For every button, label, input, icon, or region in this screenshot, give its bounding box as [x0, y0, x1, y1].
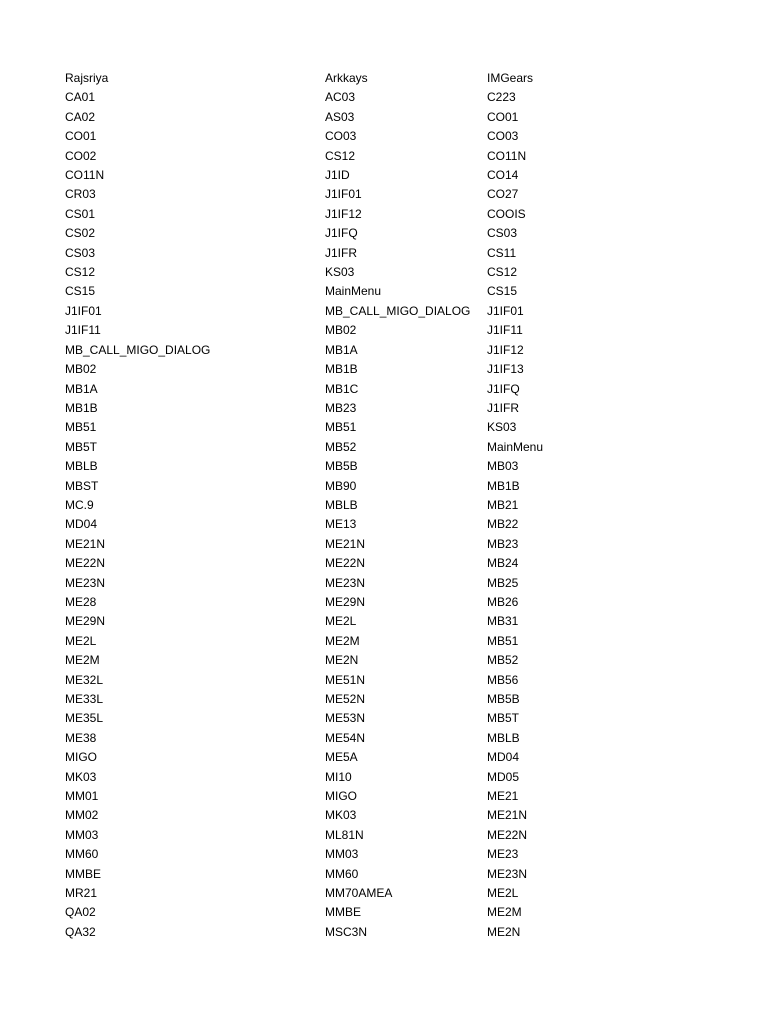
transaction-code-cell: ME22N — [65, 556, 106, 571]
transaction-code-cell: MB_CALL_MIGO_DIALOG — [325, 303, 471, 318]
transaction-code-cell: CS03 — [65, 245, 96, 260]
column-imgears — [487, 69, 637, 942]
transaction-code-cell: CO14 — [487, 168, 519, 183]
transaction-code-cell: ME22N — [487, 827, 528, 842]
transaction-code-cell: CS02 — [65, 226, 96, 241]
transaction-code-cell: ML81N — [325, 827, 364, 842]
transaction-code-cell: CS15 — [487, 284, 518, 299]
transaction-code-cell: J1IF12 — [325, 206, 362, 221]
transaction-code-cell: MB51 — [65, 420, 97, 435]
transaction-code-cell: ME51N — [325, 672, 366, 687]
transaction-code-cell: MB90 — [325, 478, 357, 493]
transaction-code-cell: MB5T — [487, 711, 520, 726]
transaction-code-cell: J1IFQ — [325, 226, 358, 241]
transaction-code-cell: MB_CALL_MIGO_DIALOG — [65, 342, 211, 357]
column-header: IMGears — [487, 71, 534, 85]
transaction-code-cell: MB1B — [65, 400, 98, 415]
transaction-code-cell: CS15 — [65, 284, 96, 299]
transaction-code-cell: ME21N — [325, 536, 366, 551]
transaction-code-cell: MB51 — [325, 420, 357, 435]
transaction-code-cell: ME29N — [65, 614, 106, 629]
transaction-code-cell: CO11N — [65, 168, 105, 183]
transaction-code-cell: MB22 — [487, 517, 519, 532]
transaction-code-cell: MB5T — [65, 439, 98, 454]
transaction-code-cell: ME21N — [487, 808, 528, 823]
transaction-code-cell: ME2M — [487, 905, 522, 920]
transaction-code-cell: MK03 — [325, 808, 357, 823]
transaction-code-cell: MMBE — [65, 866, 101, 881]
transaction-code-cell: QA32 — [65, 924, 96, 939]
transaction-code-cell: MBLB — [325, 497, 358, 512]
transaction-code-cell: QA02 — [65, 905, 96, 920]
transaction-code-cell: COOIS — [487, 206, 526, 221]
transaction-code-cell: CO02 — [65, 148, 97, 163]
transaction-code-cell: MB03 — [487, 459, 519, 474]
transaction-code-cell: MMBE — [325, 905, 361, 920]
transaction-code-cell: MD04 — [65, 517, 98, 532]
transaction-code-cell: MainMenu — [487, 439, 544, 454]
transaction-code-cell: MM03 — [325, 847, 359, 862]
transaction-code-cell: ME23 — [487, 847, 519, 862]
transaction-code-cell: MIGO — [325, 789, 357, 804]
transaction-code-cell: ME2M — [65, 653, 100, 668]
transaction-code-cell: J1IFQ — [487, 381, 520, 396]
transaction-code-cell: J1IF11 — [487, 323, 523, 338]
transaction-code-cell: ME5A — [325, 750, 358, 765]
transaction-code-cell: MSC3N — [325, 924, 368, 939]
transaction-code-cell: ME13 — [325, 517, 357, 532]
transaction-code-cell: J1IF11 — [65, 323, 101, 338]
transaction-code-cell: J1IF01 — [487, 303, 524, 318]
transaction-code-cell: MK03 — [65, 769, 97, 784]
transaction-code-cell: MM60 — [65, 847, 99, 862]
transaction-code-cell: MM03 — [65, 827, 99, 842]
transaction-code-cell: ME54N — [325, 730, 366, 745]
transaction-code-cell: MB26 — [487, 594, 519, 609]
transaction-code-cell: ME53N — [325, 711, 366, 726]
transaction-code-cell: MB5B — [325, 459, 358, 474]
transaction-code-cell: CS03 — [487, 226, 518, 241]
transaction-code-cell: MB21 — [487, 497, 519, 512]
transaction-code-cell: ME2N — [325, 653, 359, 668]
transaction-code-cell: MD04 — [487, 750, 520, 765]
transaction-code-cell: ME29N — [325, 594, 366, 609]
transaction-code-cell: CS11 — [487, 245, 517, 260]
transaction-code-cell: MB24 — [487, 556, 519, 571]
transaction-code-cell: ME33L — [65, 692, 104, 706]
transaction-code-cell: C223 — [487, 90, 516, 105]
transaction-code-cell: CO11N — [487, 148, 527, 163]
transaction-code-cell: MB51 — [487, 633, 519, 648]
transaction-code-cell: ME2L — [325, 614, 357, 629]
transaction-code-cell: CO03 — [325, 129, 357, 144]
column-arkkays — [325, 69, 480, 942]
column-rajsriya — [65, 69, 315, 942]
transaction-code-cell: J1IF01 — [65, 303, 102, 318]
transaction-code-cell: MB31 — [487, 614, 519, 629]
transaction-code-cell: CS12 — [325, 148, 356, 163]
transaction-code-cell: CO03 — [487, 129, 519, 144]
transaction-code-cell: MC.9 — [65, 497, 94, 512]
transaction-code-cell: MB23 — [487, 536, 519, 551]
transaction-code-cell: ME35L — [65, 711, 104, 726]
transaction-code-cell: CS12 — [65, 265, 96, 280]
transaction-code-cell: MB52 — [487, 653, 519, 668]
transaction-code-cell: CA01 — [65, 90, 96, 105]
transaction-code-cell: MI10 — [325, 769, 352, 784]
transaction-code-cell: CS01 — [65, 206, 96, 221]
transaction-code-cell: J1ID — [325, 168, 350, 183]
transaction-code-cell: J1IF12 — [487, 342, 524, 357]
transaction-code-cell: MB1B — [325, 362, 358, 377]
transaction-code-cell: J1IFR — [487, 400, 520, 415]
transaction-code-cell: KS03 — [325, 265, 355, 280]
transaction-code-cell: ME21 — [487, 789, 519, 804]
transaction-code-cell: CR03 — [65, 187, 96, 202]
transaction-code-cell: MBST — [65, 478, 99, 493]
transaction-code-cell: MM01 — [65, 789, 99, 804]
transaction-code-cell: MainMenu — [325, 284, 382, 299]
transaction-code-cell: ME2M — [325, 633, 360, 648]
transaction-code-cell: MB25 — [487, 575, 519, 590]
transaction-code-cell: J1IF01 — [325, 187, 362, 202]
transaction-code-cell: CO27 — [487, 187, 519, 202]
transaction-code-cell: ME2L — [65, 633, 97, 648]
transaction-code-cell: ME23N — [325, 575, 366, 590]
transaction-code-cell: MB56 — [487, 672, 519, 687]
transaction-code-cell: ME2L — [487, 886, 519, 901]
transaction-code-cell: ME32L — [65, 672, 104, 687]
transaction-code-cell: MB23 — [325, 400, 357, 415]
column-header: Arkkays — [325, 71, 368, 85]
transaction-code-cell: MR21 — [65, 886, 98, 901]
transaction-code-cell: ME28 — [65, 594, 97, 609]
transaction-code-cell: ME22N — [325, 556, 366, 571]
transaction-code-cell: MM60 — [325, 866, 359, 881]
transaction-code-cell: AS03 — [325, 109, 355, 124]
transaction-code-cell: ME23N — [65, 575, 106, 590]
transaction-code-cell: MB1A — [65, 381, 98, 396]
transaction-code-cell: J1IF13 — [487, 362, 524, 377]
transaction-code-cell: MBLB — [487, 730, 520, 745]
transaction-code-cell: CO01 — [487, 109, 519, 124]
transaction-code-cell: MB5B — [487, 692, 520, 706]
transaction-code-cell: ME38 — [65, 730, 97, 745]
transaction-code-cell: J1IFR — [325, 245, 358, 260]
transaction-code-cell: MB1B — [487, 478, 520, 493]
transaction-code-cell: MB02 — [65, 362, 97, 377]
transaction-code-cell: MB02 — [325, 323, 357, 338]
transaction-code-cell: KS03 — [487, 420, 517, 435]
transaction-code-cell: MB52 — [325, 439, 357, 454]
transaction-code-cell: MM02 — [65, 808, 99, 823]
transaction-code-cell: MB1C — [325, 381, 359, 396]
transaction-code-cell: MB1A — [325, 342, 358, 357]
transaction-code-cell: CA02 — [65, 109, 96, 124]
transaction-code-cell: ME21N — [65, 536, 106, 551]
column-header: Rajsriya — [65, 71, 109, 85]
transaction-code-cell: MIGO — [65, 750, 97, 765]
transaction-code-cell: AC03 — [325, 90, 356, 105]
transaction-code-cell: ME52N — [325, 692, 366, 706]
transaction-code-cell: ME23N — [487, 866, 528, 881]
transaction-code-cell: ME2N — [487, 924, 521, 939]
transaction-code-cell: MBLB — [65, 459, 98, 474]
transaction-code-cell: CS12 — [487, 265, 518, 280]
transaction-code-cell: MM70AMEA — [325, 886, 393, 901]
transaction-code-cell: CO01 — [65, 129, 97, 144]
transaction-code-cell: MD05 — [487, 769, 520, 784]
